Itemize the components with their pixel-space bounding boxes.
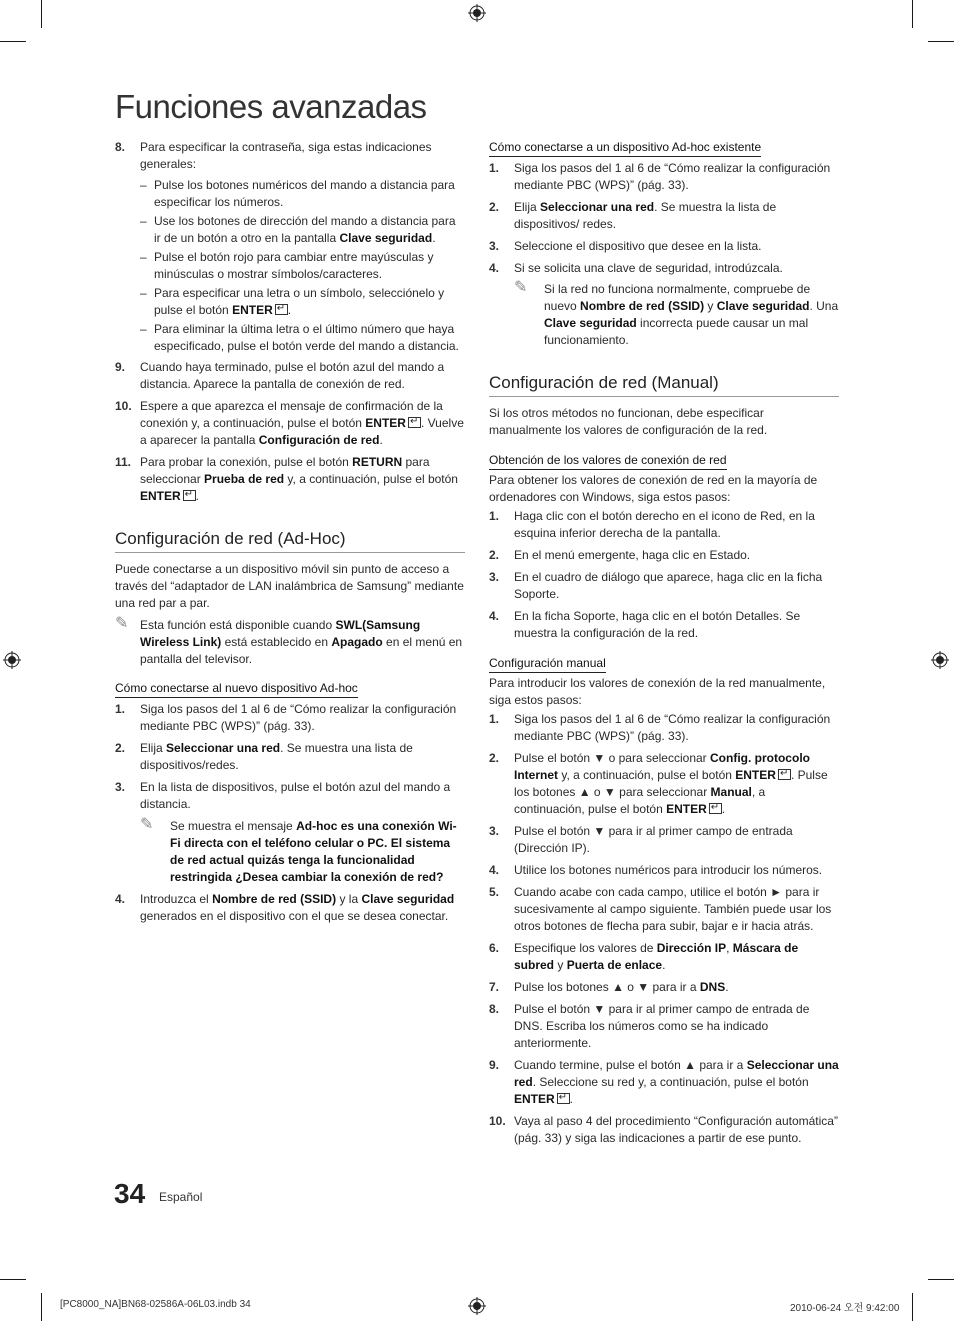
page-title: Funciones avanzadas: [115, 88, 427, 125]
list-item: – Pulse el botón rojo para cambiar entre mayúsculas y minúsculas o mostrar símbolos/caracteres.: [140, 250, 434, 281]
paragraph: Para obtener los valores de conexión de red en la mayoría de ordenadores con Windows, siga estos pasos:: [489, 473, 818, 504]
list-item: – Use los botones de dirección del mando a distancia para ir de un botón a otro en la pantalla Clave seguridad.: [140, 214, 456, 245]
enter-icon: [275, 304, 288, 315]
enter-icon: [408, 417, 421, 428]
list-item: 1. Siga los pasos del 1 al 6 de “Cómo realizar la configuración mediante PBC (WPS)” (pág. 33).: [489, 712, 831, 743]
list-item: 2. En el menú emergente, haga clic en Estado.: [489, 548, 751, 562]
paragraph: Puede conectarse a un dispositivo móvil sin punto de acceso a través del “adaptador de LAN inalámbrica de Samsung” mediante una red par a par.: [115, 562, 464, 610]
list-item: 3. Pulse el botón ▼ para ir al primer campo de entrada (Dirección IP).: [489, 824, 793, 855]
list-item: 11. Para probar la conexión, pulse el botón RETURN para seleccionar Prueba de red y, a continuación, pulse el botón ENTER↵ .: [115, 454, 465, 505]
section-heading: Configuración de red (Ad-Hoc): [115, 528, 465, 553]
list-item: 4. En la ficha Soporte, haga clic en el botón Detalles. Se muestra la configuración de la red.: [489, 609, 801, 640]
list-item: 10. Espere a que aparezca el mensaje de confirmación de la conexión y, a continuación, pulse el botón ENTER↵ . Vuelve a aparecer la pantalla Configuración de red.: [115, 398, 465, 449]
list-item: 10. Vaya al paso 4 del procedimiento “Configuración automática” (pág. 33) y siga las indicaciones a partir de ese punto.: [489, 1114, 838, 1145]
footer-file-info: [PC8000_NA]BN68-02586A-06L03.indb 34: [60, 1299, 251, 1310]
list-item: 6. Especifique los valores de Dirección IP, Máscara de subred y Puerta de enlace.: [489, 941, 799, 972]
list-item: 2. Elija Seleccionar una red. Se muestra la lista de dispositivos/ redes.: [489, 200, 777, 231]
footer-timestamp: 2010-06-24 오전 9:42:00: [790, 1303, 900, 1314]
subheading: Cómo conectarse a un dispositivo Ad-hoc existente: [489, 139, 761, 157]
subheading: Obtención de los valores de conexión de red: [489, 452, 727, 470]
list-item: 4. Utilice los botones numéricos para introducir los números.: [489, 863, 823, 877]
list-item: 8. Pulse el botón ▼ para ir al primer campo de entrada de DNS. Escriba los números como se ha indicado anteriormente.: [489, 1002, 810, 1050]
list-item: 1. Siga los pasos del 1 al 6 de “Cómo realizar la configuración mediante PBC (WPS)” (pág. 33).: [115, 702, 457, 733]
list-item: 4. Si se solicita una clave de seguridad, introdúzcala. ✎ Si la red no funciona normalmente, compruebe de nuevo Nombre de red (SSID) y Clave seguridad. Una Clave seguridad incorrecta puede causar un mal funcionamiento.: [489, 261, 839, 347]
enter-icon: [778, 769, 791, 780]
crop-mark: [0, 41, 26, 42]
list-item: – Pulse los botones numéricos del mando a distancia para especificar los números.: [140, 178, 455, 209]
note-pencil-icon: ✎: [115, 615, 129, 632]
list-item: 9. Cuando termine, pulse el botón ▲ para ir a Seleccionar una red. Seleccione su red y, a continuación, pulse el botón ENTER↵ .: [489, 1057, 839, 1108]
note: ✎ Si la red no funciona normalmente, compruebe de nuevo Nombre de red (SSID) y Clave seguridad. Una Clave seguridad incorrecta puede causar un mal funcionamiento.: [514, 279, 839, 347]
list-item: 7. Pulse los botones ▲ o ▼ para ir a DNS.: [489, 980, 729, 994]
crop-mark: [41, 0, 42, 28]
paragraph: Si los otros métodos no funcionan, debe especificar manualmente los valores de configuración de la red.: [489, 406, 768, 437]
note: ✎ Se muestra el mensaje Ad-hoc es una conexión Wi-Fi directa con el teléfono celular o PC. El sistema de red actual quizás tenga la funcionalidad restringida ¿Desea cambiar la conexión de red?: [140, 816, 457, 884]
list-item: 8. Para especificar la contraseña, siga estas indicaciones generales:: [115, 140, 432, 171]
registration-mark-icon: [3, 651, 21, 669]
crop-mark: [928, 41, 954, 42]
note: ✎ Esta función está disponible cuando SWL(Samsung Wireless Link) está establecido en Apagado en el menú en pantalla del televisor.: [115, 615, 463, 666]
note-pencil-icon: ✎: [140, 816, 154, 833]
crop-mark: [928, 1279, 954, 1280]
list-item: 3. En la lista de dispositivos, pulse el botón azul del mando a distancia. ✎ Se muestra el mensaje Ad-hoc es una conexión Wi-Fi directa con el teléfono celular o PC. El sistema de red actual quizás tenga la funcionalidad restringida ¿Desea cambiar la conexión de red?: [115, 779, 465, 886]
list-item: 4. Introduzca el Nombre de red (SSID) y la Clave seguridad generados en el dispositivo con el que se desea conectar.: [115, 892, 455, 923]
list-item: 2. Pulse el botón ▼ o para seleccionar Config. protocolo Internet y, a continuación, pulse el botón ENTER↵ . Pulse los botones ▲ o ▼ para seleccionar Manual, a continuación, pulse el botón ENTER↵ .: [489, 750, 839, 818]
crop-mark: [0, 1279, 26, 1280]
section-heading: Configuración de red (Manual): [489, 372, 839, 397]
registration-mark-icon: [931, 651, 949, 669]
subheading: Cómo conectarse al nuevo dispositivo Ad-hoc: [115, 680, 358, 698]
language-label: Español: [159, 1190, 203, 1204]
crop-mark: [912, 1293, 913, 1321]
crop-mark: [41, 1293, 42, 1321]
enter-icon: [709, 803, 722, 814]
list-item: 1. Siga los pasos del 1 al 6 de “Cómo realizar la configuración mediante PBC (WPS)” (pág. 33).: [489, 161, 831, 192]
list-item: – Para especificar una letra o un símbolo, selecciónelo y pulse el botón ENTER↵ .: [115, 285, 465, 319]
list-item: – Para eliminar la última letra o el último número que haya especificado, pulse el botón verde del mando a distancia.: [140, 322, 459, 353]
registration-mark-icon: [468, 4, 486, 22]
list-item: 5. Cuando acabe con cada campo, utilice el botón ► para ir sucesivamente al campo siguiente. También puede usar los otros botones de flecha para subir, bajar e ir hacia atrás.: [489, 885, 832, 933]
left-column: [115, 139, 465, 925]
list-item: 3. Seleccione el dispositivo que desee en la lista.: [489, 239, 762, 253]
enter-icon: [183, 490, 196, 501]
list-item: 2. Elija Seleccionar una red. Se muestra una lista de dispositivos/redes.: [115, 741, 413, 772]
list-item: 3. En el cuadro de diálogo que aparece, haga clic en la ficha Soporte.: [489, 570, 823, 601]
right-column: [489, 139, 839, 1147]
paragraph: Para introducir los valores de conexión de la red manualmente, siga estos pasos:: [489, 676, 826, 707]
list-item: 9. Cuando haya terminado, pulse el botón azul del mando a distancia. Aparece la pantalla de conexión de red.: [115, 360, 445, 391]
enter-icon: [557, 1093, 570, 1104]
note-pencil-icon: ✎: [514, 279, 528, 296]
list-item: 1. Haga clic con el botón derecho en el icono de Red, en la esquina inferior derecha de la pantalla.: [489, 509, 815, 540]
subheading: Configuración manual: [489, 655, 606, 673]
crop-mark: [912, 0, 913, 28]
registration-mark-icon: [468, 1297, 486, 1315]
page-number: 34: [114, 1178, 146, 1209]
